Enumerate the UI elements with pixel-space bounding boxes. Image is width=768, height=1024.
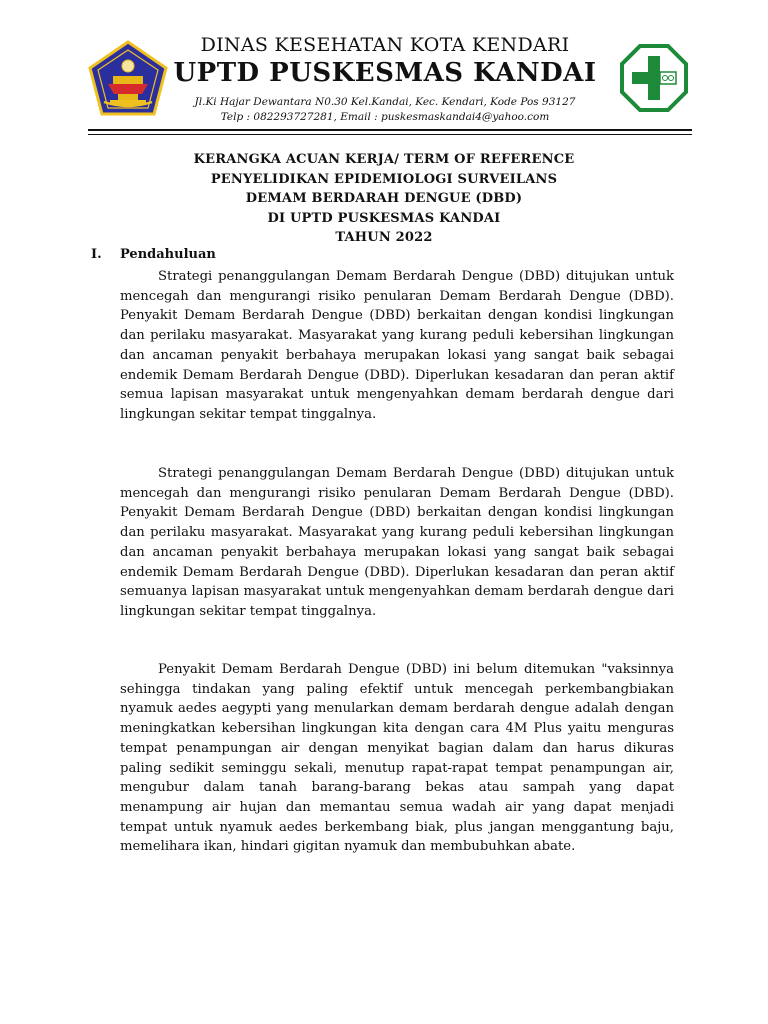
address-line: Jl.Ki Hajar Dewantara N0.30 Kel.Kandai, Kec. Kendari, Kode Pos 93127 <box>194 96 576 108</box>
agency-name: DINAS KESEHATAN KOTA KENDARI <box>200 34 570 56</box>
paragraph: Penyakit Demam Berdarah Dengue (DBD) ini belum ditemukan "vaksinnya sehingga tindakan yang paling efektif untuk mencegah perkembangbiakan nyamuk aedes aegypti yang menularkan demam berdarah dengue adalah dengan meningkatkan kebersihan lingkungan kita dengan cara 4M Plus yaitu menguras tempat penampungan air dengan menyikat bagian dalam dan harus dikuras paling sedikit seminggu sekali, menutup rapat-rapat tempat penampungan air, mengubur dalam tanah barang-barang bekas atau sampah yang dapat menampung air hujan dan memantau semua wadah air yang dapat menjadi tempat untuk nyamuk aedes berkembang biak, plus jangan menggantung baju, memelihara ikan, hindari gigitan nyamuk dan membubuhkan abate. <box>120 662 674 855</box>
paragraph: Strategi penanggulangan Demam Berdarah Dengue (DBD) ditujukan untuk mencegah dan mengurangi risiko penularan Demam Berdarah Dengue (DBD). Penyakit Demam Berdarah Dengue (DBD) berkaitan dengan kondisi lingkungan dan perilaku masyarakat. Masyarakat yang kurang peduli kebersihan lingkungan dan ancaman penyakit berbahaya merupakan lokasi yang sangat baik sebagai endemik Demam Berdarah Dengue (DBD). Diperlukan kesadaran dan peran aktif semuanya lapisan masyarakat untuk mengenyahkan demam berdarah dengue dari lingkungan sekitar tempat tinggalnya. <box>120 466 674 619</box>
section-heading: Pendahuluan <box>120 247 216 262</box>
title-line: DI UPTD PUSKESMAS KANDAI <box>267 210 501 226</box>
title-line: TAHUN 2022 <box>335 230 433 245</box>
letterhead-rule-thin <box>88 134 692 135</box>
contact-line: Telp : 082293727281, Email : puskesmaskandai4@yahoo.com <box>220 111 550 123</box>
title-line: KERANGKA ACUAN KERJA/ TERM OF REFERENCE <box>193 152 575 167</box>
title-line: DEMAM BERDARAH DENGUE (DBD) <box>245 191 523 206</box>
document-title <box>80 150 688 248</box>
title-line: PENYELIDIKAN EPIDEMIOLOGI SURVEILANS <box>210 171 558 187</box>
unit-name: UPTD PUSKESMAS KANDAI <box>173 58 597 88</box>
letterhead-rule-thick <box>88 129 692 131</box>
section-number: I. <box>91 247 102 262</box>
paragraph: Strategi penanggulangan Demam Berdarah Dengue (DBD) ditujukan untuk mencegah dan mengurangi risiko penularan Demam Berdarah Dengue (DBD). Penyakit Demam Berdarah Dengue (DBD) berkaitan dengan kondisi lingkungan dan perilaku masyarakat. Masyarakat yang kurang peduli kebersihan lingkungan dan ancaman penyakit berbahaya merupakan lokasi yang sangat baik sebagai endemik Demam Berdarah Dengue (DBD). Diperlukan kesadaran dan peran aktif semua lapisan masyarakat untuk mengenyahkan demam berdarah dengue dari lingkungan sekitar tempat tinggalnya. <box>120 269 674 422</box>
puskesmas-cross-logo-icon <box>620 44 688 112</box>
